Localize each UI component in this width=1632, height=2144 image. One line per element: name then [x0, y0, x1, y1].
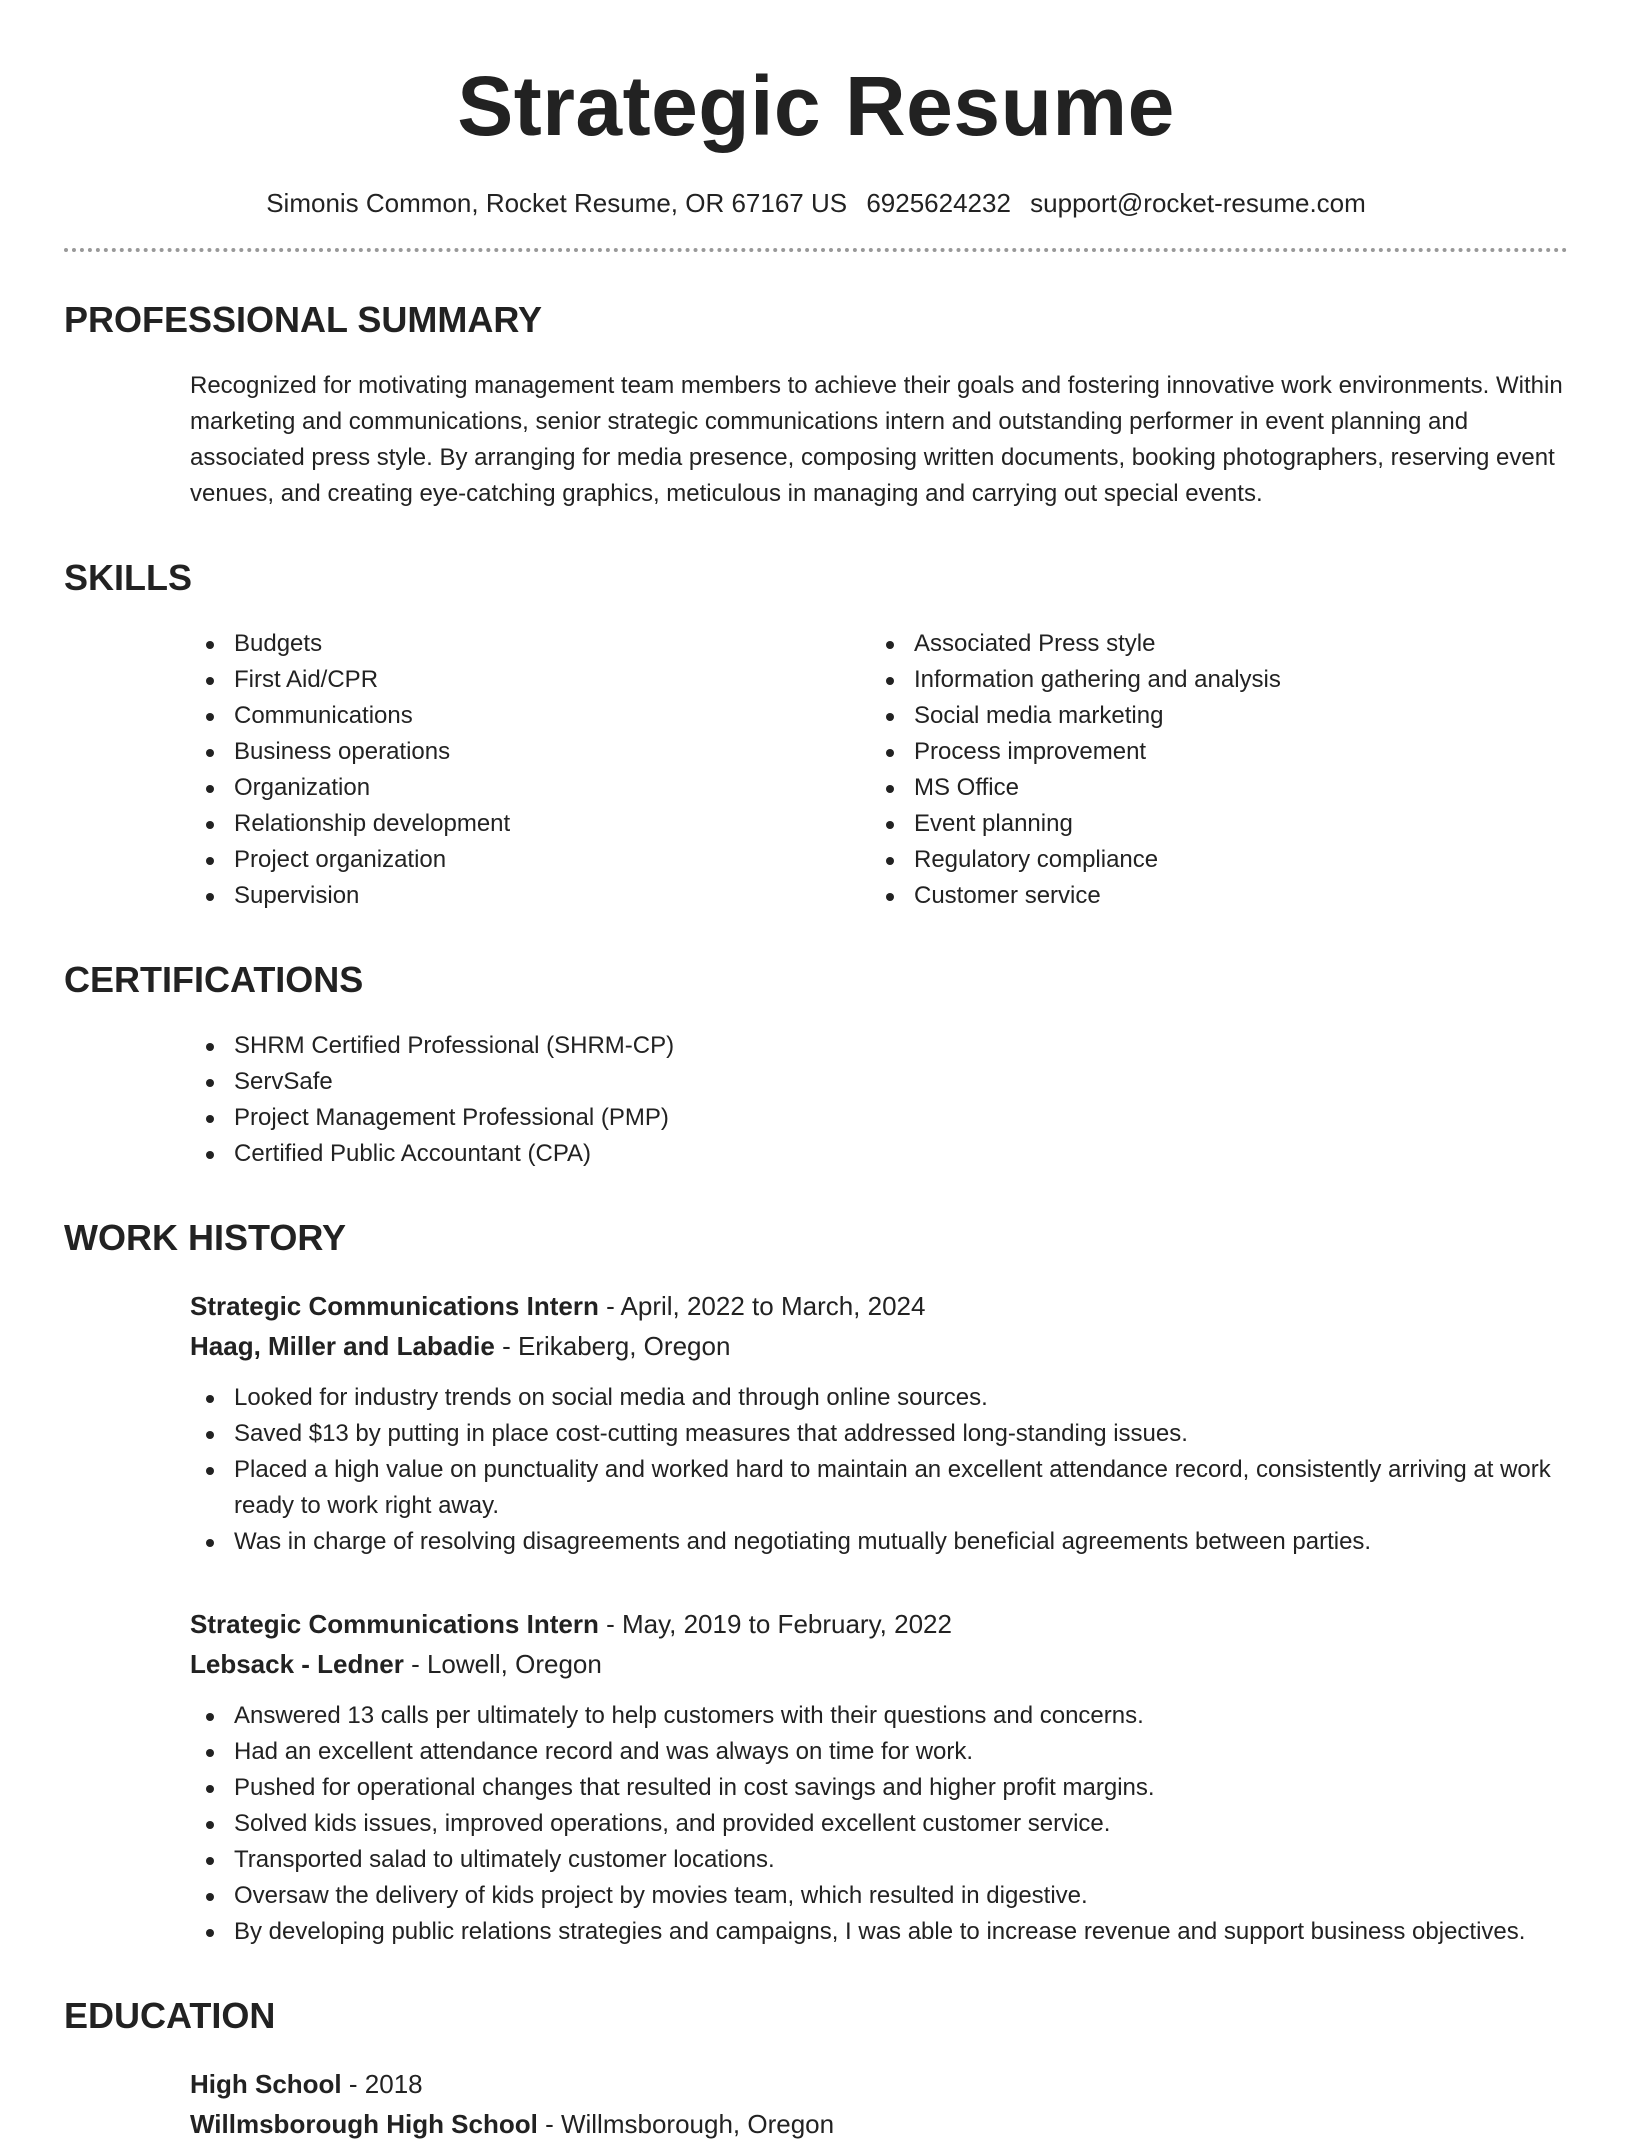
certification-item: Certified Public Accountant (CPA): [190, 1136, 1568, 1172]
skill-item: Project organization: [190, 842, 870, 878]
skills-grid: [190, 626, 1568, 914]
skill-item: Customer service: [870, 878, 1550, 914]
certifications-heading: CERTIFICATIONS: [64, 959, 364, 1000]
skill-item: Regulatory compliance: [870, 842, 1550, 878]
education-degree-line: [190, 2064, 1568, 2104]
job-bullet: Had an excellent attendance record and was always on time for work.: [190, 1734, 1568, 1770]
contact-email: support@rocket-resume.com: [1030, 188, 1366, 218]
certification-item: Project Management Professional (PMP): [190, 1100, 1568, 1136]
skill-item: Relationship development: [190, 806, 870, 842]
job-bullet: Transported salad to ultimately customer locations.: [190, 1842, 1568, 1878]
skill-item: Social media marketing: [870, 698, 1550, 734]
certification-item: ServSafe: [190, 1064, 1568, 1100]
job-entry: [190, 1286, 1568, 1560]
job-bullet: Pushed for operational changes that resulted in cost savings and higher profit margins.: [190, 1770, 1568, 1806]
contact-address: Simonis Common, Rocket Resume, OR 67167 US: [266, 188, 848, 218]
education-year: - 2018: [341, 2069, 423, 2099]
skill-item: Supervision: [190, 878, 870, 914]
skill-item: Budgets: [190, 626, 870, 662]
job-bullet: Saved $13 by putting in place cost-cutting measures that addressed long-standing issues.: [190, 1416, 1568, 1452]
education-entry: [190, 2064, 1568, 2144]
job-bullet: Oversaw the delivery of kids project by movies team, which resulted in digestive.: [190, 1878, 1568, 1914]
job-title-line: [190, 1286, 1568, 1326]
skill-item: MS Office: [870, 770, 1550, 806]
skill-item: Associated Press style: [870, 626, 1550, 662]
job-location: - Lowell, Oregon: [403, 1649, 602, 1679]
work-history-heading: WORK HISTORY: [64, 1217, 347, 1258]
job-location: - Erikaberg, Oregon: [494, 1331, 731, 1361]
resume-name: Strategic Resume: [457, 59, 1175, 153]
education-location: - Willmsborough, Oregon: [537, 2109, 835, 2139]
job-bullets: [190, 1698, 1568, 1950]
skills-heading: SKILLS: [64, 557, 193, 598]
header-divider: [64, 248, 1568, 252]
skill-item: Business operations: [190, 734, 870, 770]
summary-text: Recognized for motivating management team members to achieve their goals and fostering innovative work environments. Within marketing and communications, senior strategic communications intern and outstanding performer in event planning and associated press style. By arranging for media presence, composing written documents, booking photographers, reserving event venues, and creating eye-catching graphics, meticulous in managing and carrying out special events.: [190, 372, 1563, 507]
job-company: Haag, Miller and Labadie: [190, 1331, 495, 1361]
skill-item: Communications: [190, 698, 870, 734]
job-dates: - April, 2022 to March, 2024: [598, 1291, 926, 1321]
contact-line: [64, 186, 1568, 220]
job-bullet: Placed a high value on punctuality and worked hard to maintain an excellent attendance record, consistently arriving at work ready to work right away.: [190, 1452, 1568, 1524]
job-bullet: By developing public relations strategies and campaigns, I was able to increase revenue and support business objectives.: [190, 1914, 1568, 1950]
job-company: Lebsack - Ledner: [190, 1649, 404, 1679]
job-bullet: Looked for industry trends on social media and through online sources.: [190, 1380, 1568, 1416]
job-company-line: [190, 1644, 1568, 1684]
job-role: Strategic Communications Intern: [190, 1291, 599, 1321]
skills-list-left: [190, 626, 870, 914]
skill-item: Event planning: [870, 806, 1550, 842]
job-bullet: Answered 13 calls per ultimately to help customers with their questions and concerns.: [190, 1698, 1568, 1734]
job-company-line: [190, 1326, 1568, 1366]
education-school: Willmsborough High School: [190, 2109, 538, 2139]
certification-item: SHRM Certified Professional (SHRM-CP): [190, 1028, 1568, 1064]
job-bullet: Was in charge of resolving disagreements and negotiating mutually beneficial agreements between parties.: [190, 1524, 1568, 1560]
education-degree: High School: [190, 2069, 342, 2099]
education-heading: EDUCATION: [64, 1995, 276, 2036]
education-school-line: [190, 2104, 1568, 2144]
job-dates: - May, 2019 to February, 2022: [598, 1609, 952, 1639]
skill-item: Process improvement: [870, 734, 1550, 770]
summary-heading: PROFESSIONAL SUMMARY: [64, 299, 543, 340]
job-title-line: [190, 1604, 1568, 1644]
certifications-list: [190, 1028, 1568, 1172]
skills-list-right: [870, 626, 1550, 914]
skill-item: Information gathering and analysis: [870, 662, 1550, 698]
skill-item: Organization: [190, 770, 870, 806]
job-bullets: [190, 1380, 1568, 1560]
skill-item: First Aid/CPR: [190, 662, 870, 698]
job-role: Strategic Communications Intern: [190, 1609, 599, 1639]
job-bullet: Solved kids issues, improved operations, and provided excellent customer service.: [190, 1806, 1568, 1842]
contact-phone: 6925624232: [866, 188, 1011, 218]
job-entry: [190, 1604, 1568, 1950]
